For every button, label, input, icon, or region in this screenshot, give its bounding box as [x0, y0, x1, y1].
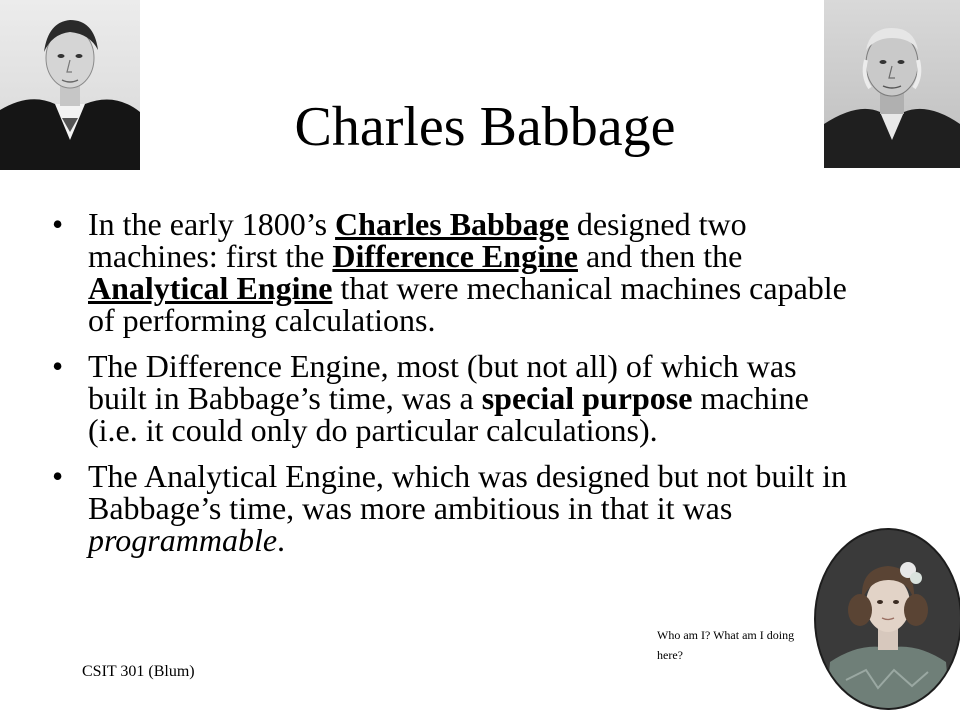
bullet-italic-text: programmable [88, 522, 278, 558]
bullet-symbol: • [52, 458, 64, 494]
speaker-note-text: Who am I? What am I doing here? [657, 628, 795, 662]
bullet-symbol: • [52, 206, 64, 242]
bullet-text: The Analytical Engine, which was designed but not built in Babbage’s time, was more ambitious in that it was [88, 458, 847, 526]
bullet-text: . [277, 522, 286, 558]
bullet-link-text[interactable]: Charles Babbage [335, 206, 569, 242]
slide-footer: CSIT 301 (Blum) [82, 663, 195, 680]
bullet-text: and then the [577, 238, 743, 274]
bullet-symbol: • [52, 348, 64, 384]
bullet-text: The Difference Engine, most (but not all) of which was built in Babbage’s time, was a [88, 348, 797, 416]
portrait-ada-lovelace-image [816, 530, 960, 708]
bullet-bold-text: special purpose [481, 380, 693, 416]
bullet-list [52, 208, 852, 570]
bullet-text: designed two machines: first the [88, 206, 747, 274]
bullet-item [52, 350, 852, 446]
bullet-link-text[interactable]: Difference Engine [332, 238, 578, 274]
portrait-ada-lovelace-drawing [816, 530, 960, 708]
portrait-young-babbage-image [0, 0, 140, 170]
bullet-text: machine (i.e. it could only do particular calculations). [88, 380, 809, 448]
portrait-old-babbage-drawing [824, 0, 960, 168]
portrait-old-babbage-image [824, 0, 960, 168]
bullet-item [52, 460, 852, 556]
slide-title: Charles Babbage [294, 96, 676, 158]
bullet-text: In the early 1800’s [88, 206, 336, 242]
bullet-link-text[interactable]: Analytical Engine [88, 270, 333, 306]
portrait-young-babbage-drawing [0, 0, 140, 170]
bullet-text: that were mechanical machines capable of performing calculations. [88, 270, 847, 338]
bullet-item [52, 208, 852, 336]
